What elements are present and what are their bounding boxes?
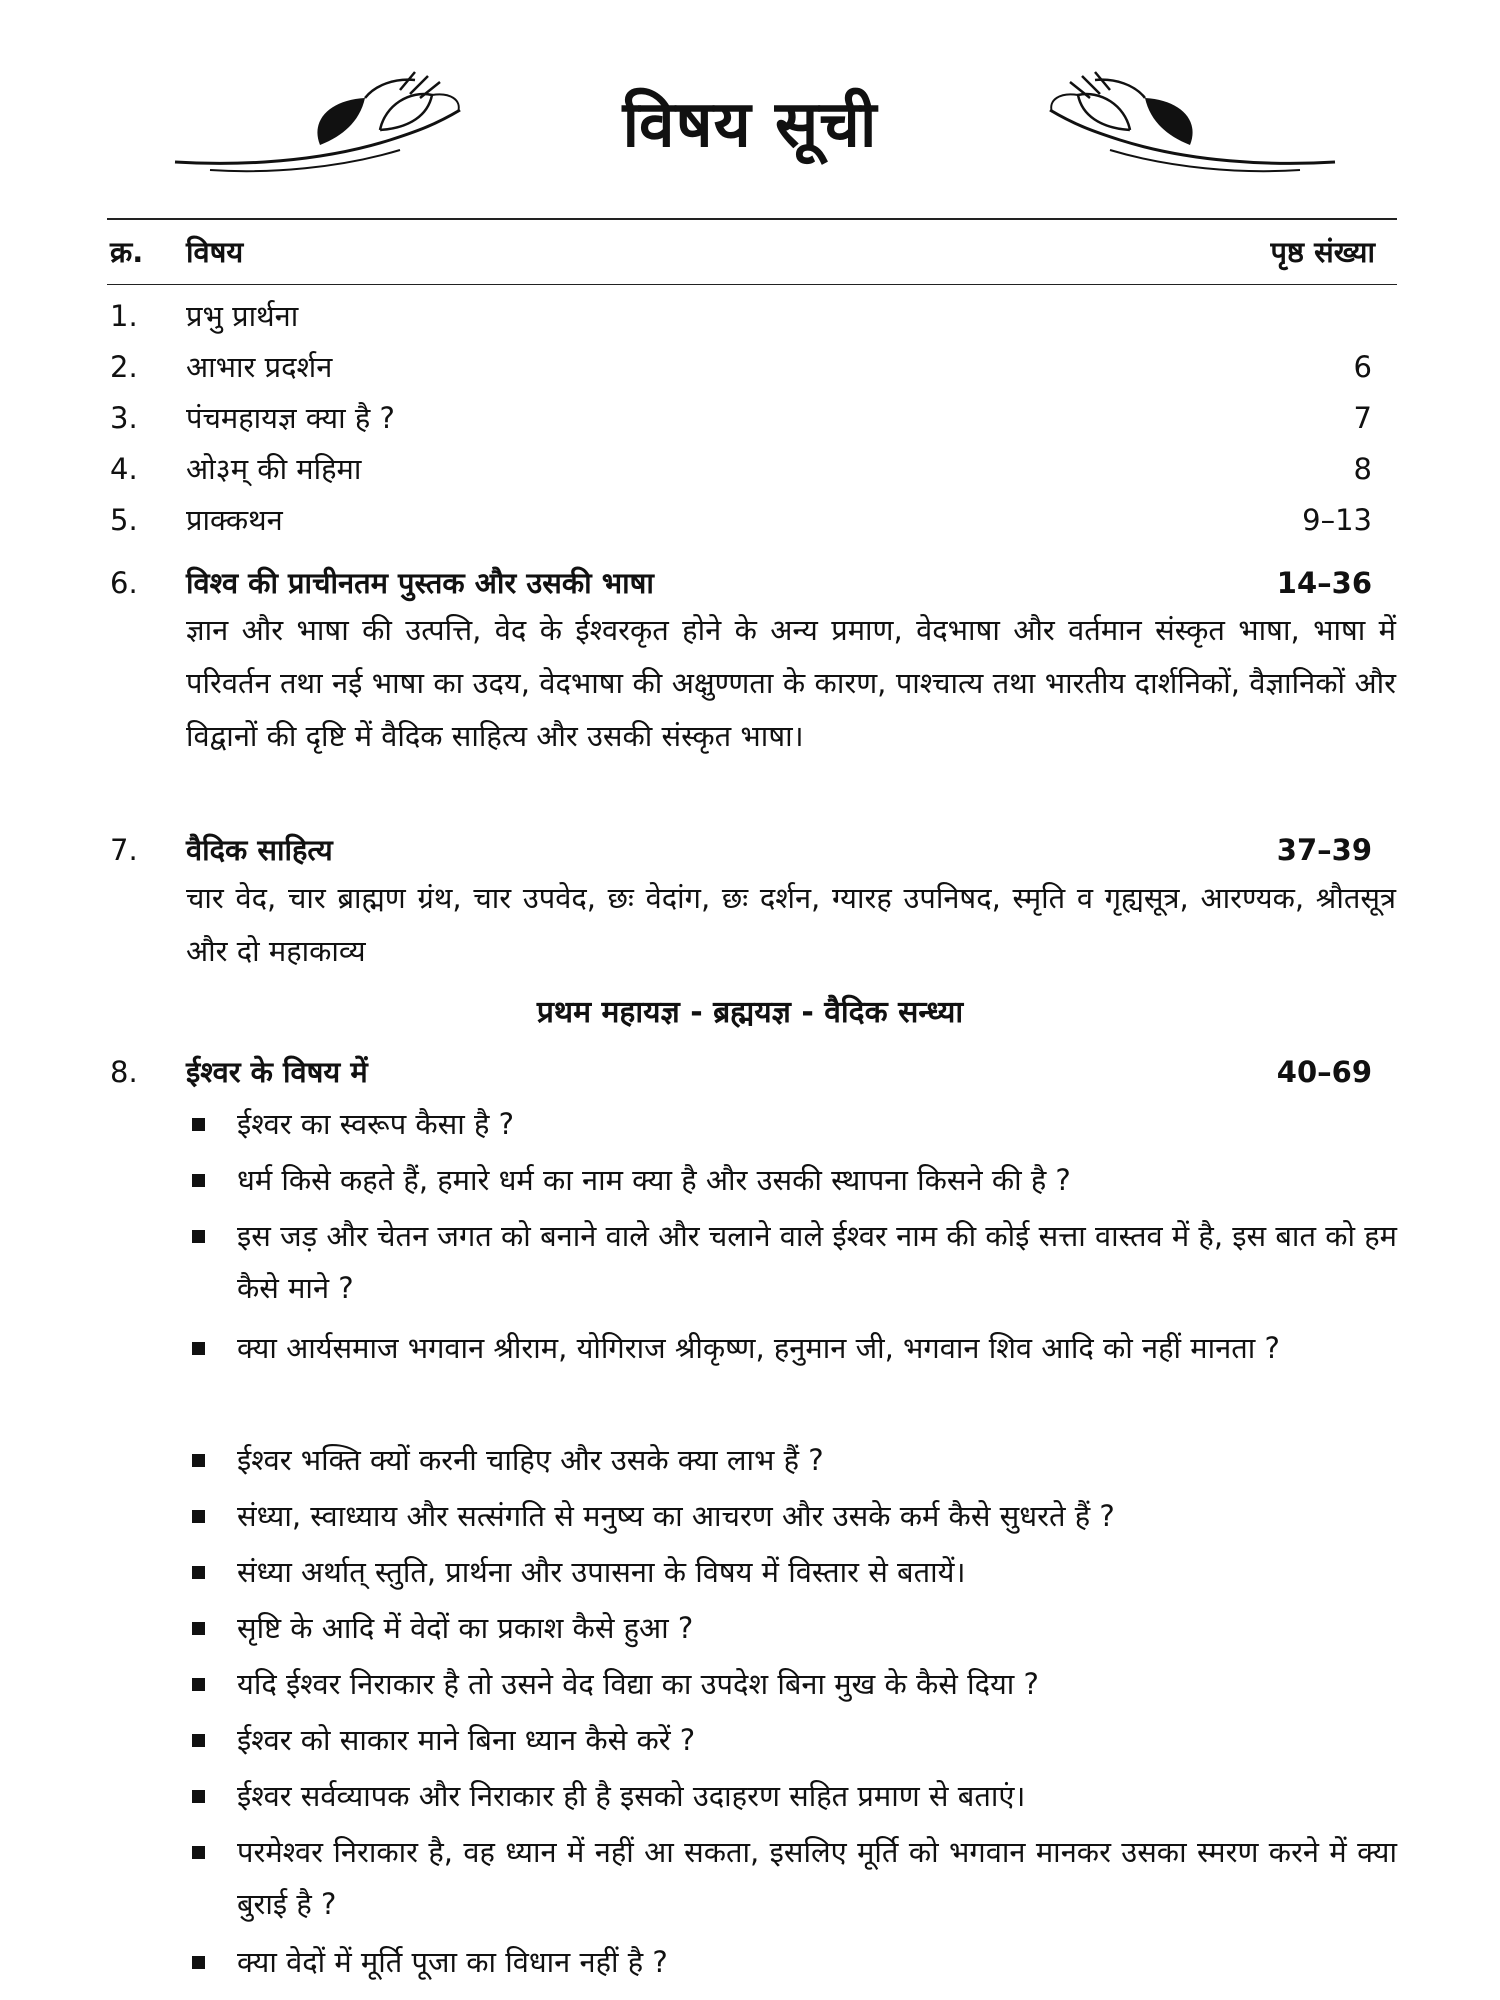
section-heading: प्रथम महायज्ञ - ब्रह्मयज्ञ - वैदिक सन्ध्या <box>536 995 964 1030</box>
entry-number: 8. <box>110 1055 138 1089</box>
entry-number: 4. <box>110 452 138 486</box>
question-text: क्या आर्यसमाज भगवान श्रीराम, योगिराज श्रीकृष्ण, हनुमान जी, भगवान शिव आदि को नहीं मानता ? <box>237 1331 1280 1365</box>
entry-title: आभार प्रदर्शन <box>186 350 333 384</box>
question-text: ईश्वर का स्वरूप कैसा है ? <box>237 1107 515 1141</box>
question-text: इस जड़ और चेतन जगत को बनाने वाले और चलाने वाले ईश्वर नाम की कोई सत्ता वास्तव में है, इस बात को हम कैसे माने ? <box>237 1219 1397 1305</box>
question-text: यदि ईश्वर निराकार है तो उसने वेद विद्या का उपदेश बिना मुख के कैसे दिया ? <box>237 1667 1039 1701</box>
question-text: ईश्वर सर्वव्यापक और निराकार ही है इसको उदाहरण सहित प्रमाण से बताएं। <box>237 1779 1026 1813</box>
entry-number: 5. <box>110 503 138 537</box>
question-text: ईश्वर को साकार माने बिना ध्यान कैसे करें ? <box>237 1723 696 1757</box>
entry-title: पंचमहायज्ञ क्या है ? <box>186 401 395 435</box>
entry-number: 6. <box>110 566 138 600</box>
entry-title: ओ३म् की महिमा <box>186 452 362 486</box>
question-text: धर्म किसे कहते हैं, हमारे धर्म का नाम क्या है और उसकी स्थापना किसने की है ? <box>237 1163 1071 1197</box>
entry-number: 1. <box>110 299 138 333</box>
entry-page: 37–39 <box>1276 833 1372 867</box>
entry-page: 14–36 <box>1276 566 1372 600</box>
bullet-square-icon <box>192 1846 205 1859</box>
bullet-square-icon <box>192 1510 205 1523</box>
table-header-divider <box>107 284 1397 285</box>
entry-description: चार वेद, चार ब्राह्मण ग्रंथ, चार उपवेद, छः वेदांग, छः दर्शन, ग्यारह उपनिषद, स्मृति व गृह्यसूत्र, आरण्यक, श्रौतसूत्र और दो महाकाव्य <box>186 881 1396 968</box>
bullet-square-icon <box>192 1230 205 1243</box>
bullet-square-icon <box>192 1734 205 1747</box>
bullet-square-icon <box>192 1678 205 1691</box>
column-page-header: पृष्ठ संख्या <box>1270 235 1375 269</box>
page-title: विषय सूची <box>622 88 878 162</box>
right-floral-ornament-icon <box>1040 70 1340 180</box>
bullet-square-icon <box>192 1566 205 1579</box>
entry-page: 40–69 <box>1276 1055 1372 1089</box>
entry-title: प्रभु प्रार्थना <box>186 299 299 333</box>
entry-number: 7. <box>110 833 138 867</box>
entry-description: ज्ञान और भाषा की उत्पत्ति, वेद के ईश्वरकृत होने के अन्य प्रमाण, वेदभाषा और वर्तमान संस्कृत भाषा, भाषा में परिवर्तन तथा नई भाषा का उदय, वेदभाषा की अक्षुण्णता के कारण, पाश्चात्य तथा भारतीय दार्शनिकों, वैज्ञानिकों और विद्वानों की दृष्टि में वैदिक साहित्य और उसकी संस्कृत भाषा। <box>186 613 1396 753</box>
question-text: परमेश्वर निराकार है, वह ध्यान में नहीं आ सकता, इसलिए मूर्ति को भगवान मानकर उसका स्मरण करने में क्या बुराई है ? <box>237 1835 1397 1921</box>
entry-number: 2. <box>110 350 138 384</box>
entry-number: 3. <box>110 401 138 435</box>
question-text: संध्या अर्थात् स्तुति, प्रार्थना और उपासना के विषय में विस्तार से बतायें। <box>237 1555 966 1589</box>
entry-page: 6 <box>1353 350 1372 384</box>
bullet-square-icon <box>192 1454 205 1467</box>
entry-title: प्राक्कथन <box>186 503 283 537</box>
bullet-square-icon <box>192 1956 205 1969</box>
column-number-header: क्र. <box>110 235 144 269</box>
page-header <box>0 60 1500 210</box>
header-divider <box>107 218 1397 220</box>
entry-page: 7 <box>1353 401 1372 435</box>
bullet-square-icon <box>192 1342 205 1355</box>
bullet-square-icon <box>192 1790 205 1803</box>
question-text: ईश्वर भक्ति क्यों करनी चाहिए और उसके क्या लाभ हैं ? <box>237 1443 824 1477</box>
table-header <box>0 232 1500 280</box>
bullet-square-icon <box>192 1118 205 1131</box>
bullet-square-icon <box>192 1622 205 1635</box>
column-subject-header: विषय <box>186 235 244 269</box>
entry-page: 9–13 <box>1302 503 1372 537</box>
question-text: संध्या, स्वाध्याय और सत्संगति से मनुष्य का आचरण और उसके कर्म कैसे सुधरते हैं ? <box>237 1499 1115 1533</box>
bullet-square-icon <box>192 1174 205 1187</box>
question-text: सृष्टि के आदि में वेदों का प्रकाश कैसे हुआ ? <box>237 1611 694 1645</box>
entry-title: वैदिक साहित्य <box>186 833 333 867</box>
entry-page: 8 <box>1353 452 1372 486</box>
question-text: क्या वेदों में मूर्ति पूजा का विधान नहीं है ? <box>237 1945 668 1979</box>
entry-title: ईश्वर के विषय में <box>186 1055 368 1089</box>
entry-title: विश्व की प्राचीनतम पुस्तक और उसकी भाषा <box>186 566 654 600</box>
